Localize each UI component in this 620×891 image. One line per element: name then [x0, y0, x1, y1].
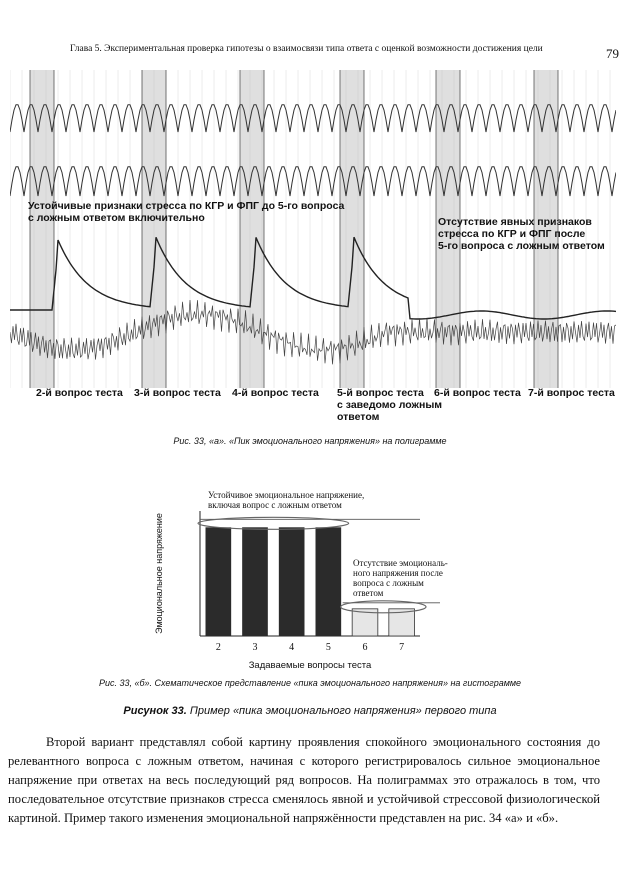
histogram-figure	[148, 486, 448, 676]
annotation-right-line3: 5-го вопроса с ложным ответом	[438, 240, 605, 252]
question-label-2: 2-й вопрос теста	[36, 387, 123, 399]
bar-q2	[206, 527, 232, 636]
annotation-right-line2: стресса по КГР и ФПГ после	[438, 228, 586, 240]
x-tick-label: 2	[215, 642, 221, 653]
page-number: 79	[606, 46, 619, 61]
figure-caption-a: Рис. 33, «а». «Пик эмоционального напряжения» на полиграмме	[173, 436, 447, 446]
bar-q4	[279, 527, 305, 636]
polygram-plot	[10, 70, 616, 440]
annotation-left-line1: Устойчивые признаки стресса по КГР и ФПГ до 5-го вопроса	[28, 200, 345, 212]
respiration-trace-lower	[10, 167, 616, 196]
question-label-5	[337, 387, 442, 423]
hist-annotation-low-line3: вопроса с ложным ответом	[353, 578, 424, 598]
question-label-5-line2: с заведомо ложным	[337, 399, 443, 411]
running-header: Глава 5. Экспериментальная проверка гипотезы о взаимосвязи типа ответа с оценкой возможности достижения цели	[70, 44, 543, 54]
question-label-6: 6-й вопрос теста	[434, 387, 521, 399]
figure-title-text: Пример «пика эмоционального напряжения» первого типа	[186, 705, 497, 717]
question-band	[240, 70, 264, 388]
x-tick-label: 5	[325, 642, 331, 653]
question-label-7: 7-й вопрос теста	[528, 387, 615, 399]
bar-q5	[316, 527, 342, 636]
hist-annotation-low	[353, 558, 448, 598]
annotation-left	[28, 200, 344, 224]
respiration-trace-upper	[10, 105, 616, 132]
annotation-left-line2: с ложным ответом включительно	[28, 212, 205, 224]
hist-annotation-high	[208, 490, 364, 510]
body-paragraph: Второй вариант представлял собой картину проявления спокойного эмоционального состояния до релевантного вопроса с ложным ответом, начиная с которого регистрировалось сильное эмоциональное напряжение при ответах на весь последующий ряд вопросов. На полиграммах это отражалось в том, что последовательное отсутствие признаков стресса сменялось явной и устойчивой стрессовой физиологической картиной. Пример такого изменения эмоциональной напряжённости представлен на рис. 34 «а» и «б».	[8, 735, 600, 825]
x-axis-label: Задаваемые вопросы теста	[248, 660, 372, 671]
question-label-5-line1: 5-й вопрос теста	[337, 387, 424, 399]
hist-annotation-low-line2: ного напряжения после	[353, 568, 443, 578]
x-tick-label: 6	[362, 642, 368, 653]
x-tick-label: 4	[289, 642, 295, 653]
bar-q3	[242, 527, 268, 636]
question-label-3: 3-й вопрос теста	[134, 387, 221, 399]
question-label-5-line3: ответом	[337, 411, 380, 423]
figure-title	[0, 705, 620, 717]
figure-title-label: Рисунок 33.	[123, 705, 187, 717]
hist-annotation-low-line1: Отсутствие эмоциональ-	[353, 558, 448, 568]
question-label-4: 4-й вопрос теста	[232, 387, 319, 399]
hist-annotation-high-line2: включая вопрос с ложным ответом	[208, 500, 342, 510]
hist-annotation-high-line1: Устойчивое эмоциональное напряжение,	[208, 490, 365, 500]
polygram-figure	[10, 70, 616, 440]
figure-caption-b: Рис. 33, «б». Схематическое представление «пика эмоционального напряжения» на гистограмме	[98, 678, 522, 688]
x-tick-label: 7	[399, 642, 405, 653]
ppg-trace	[10, 300, 616, 364]
x-tick-label: 3	[252, 642, 258, 653]
question-band	[142, 70, 166, 388]
annotation-right	[438, 216, 605, 252]
annotation-right-line1: Отсутствие явных признаков	[438, 216, 592, 228]
y-axis-label: Эмоциональное напряжение	[154, 513, 164, 634]
